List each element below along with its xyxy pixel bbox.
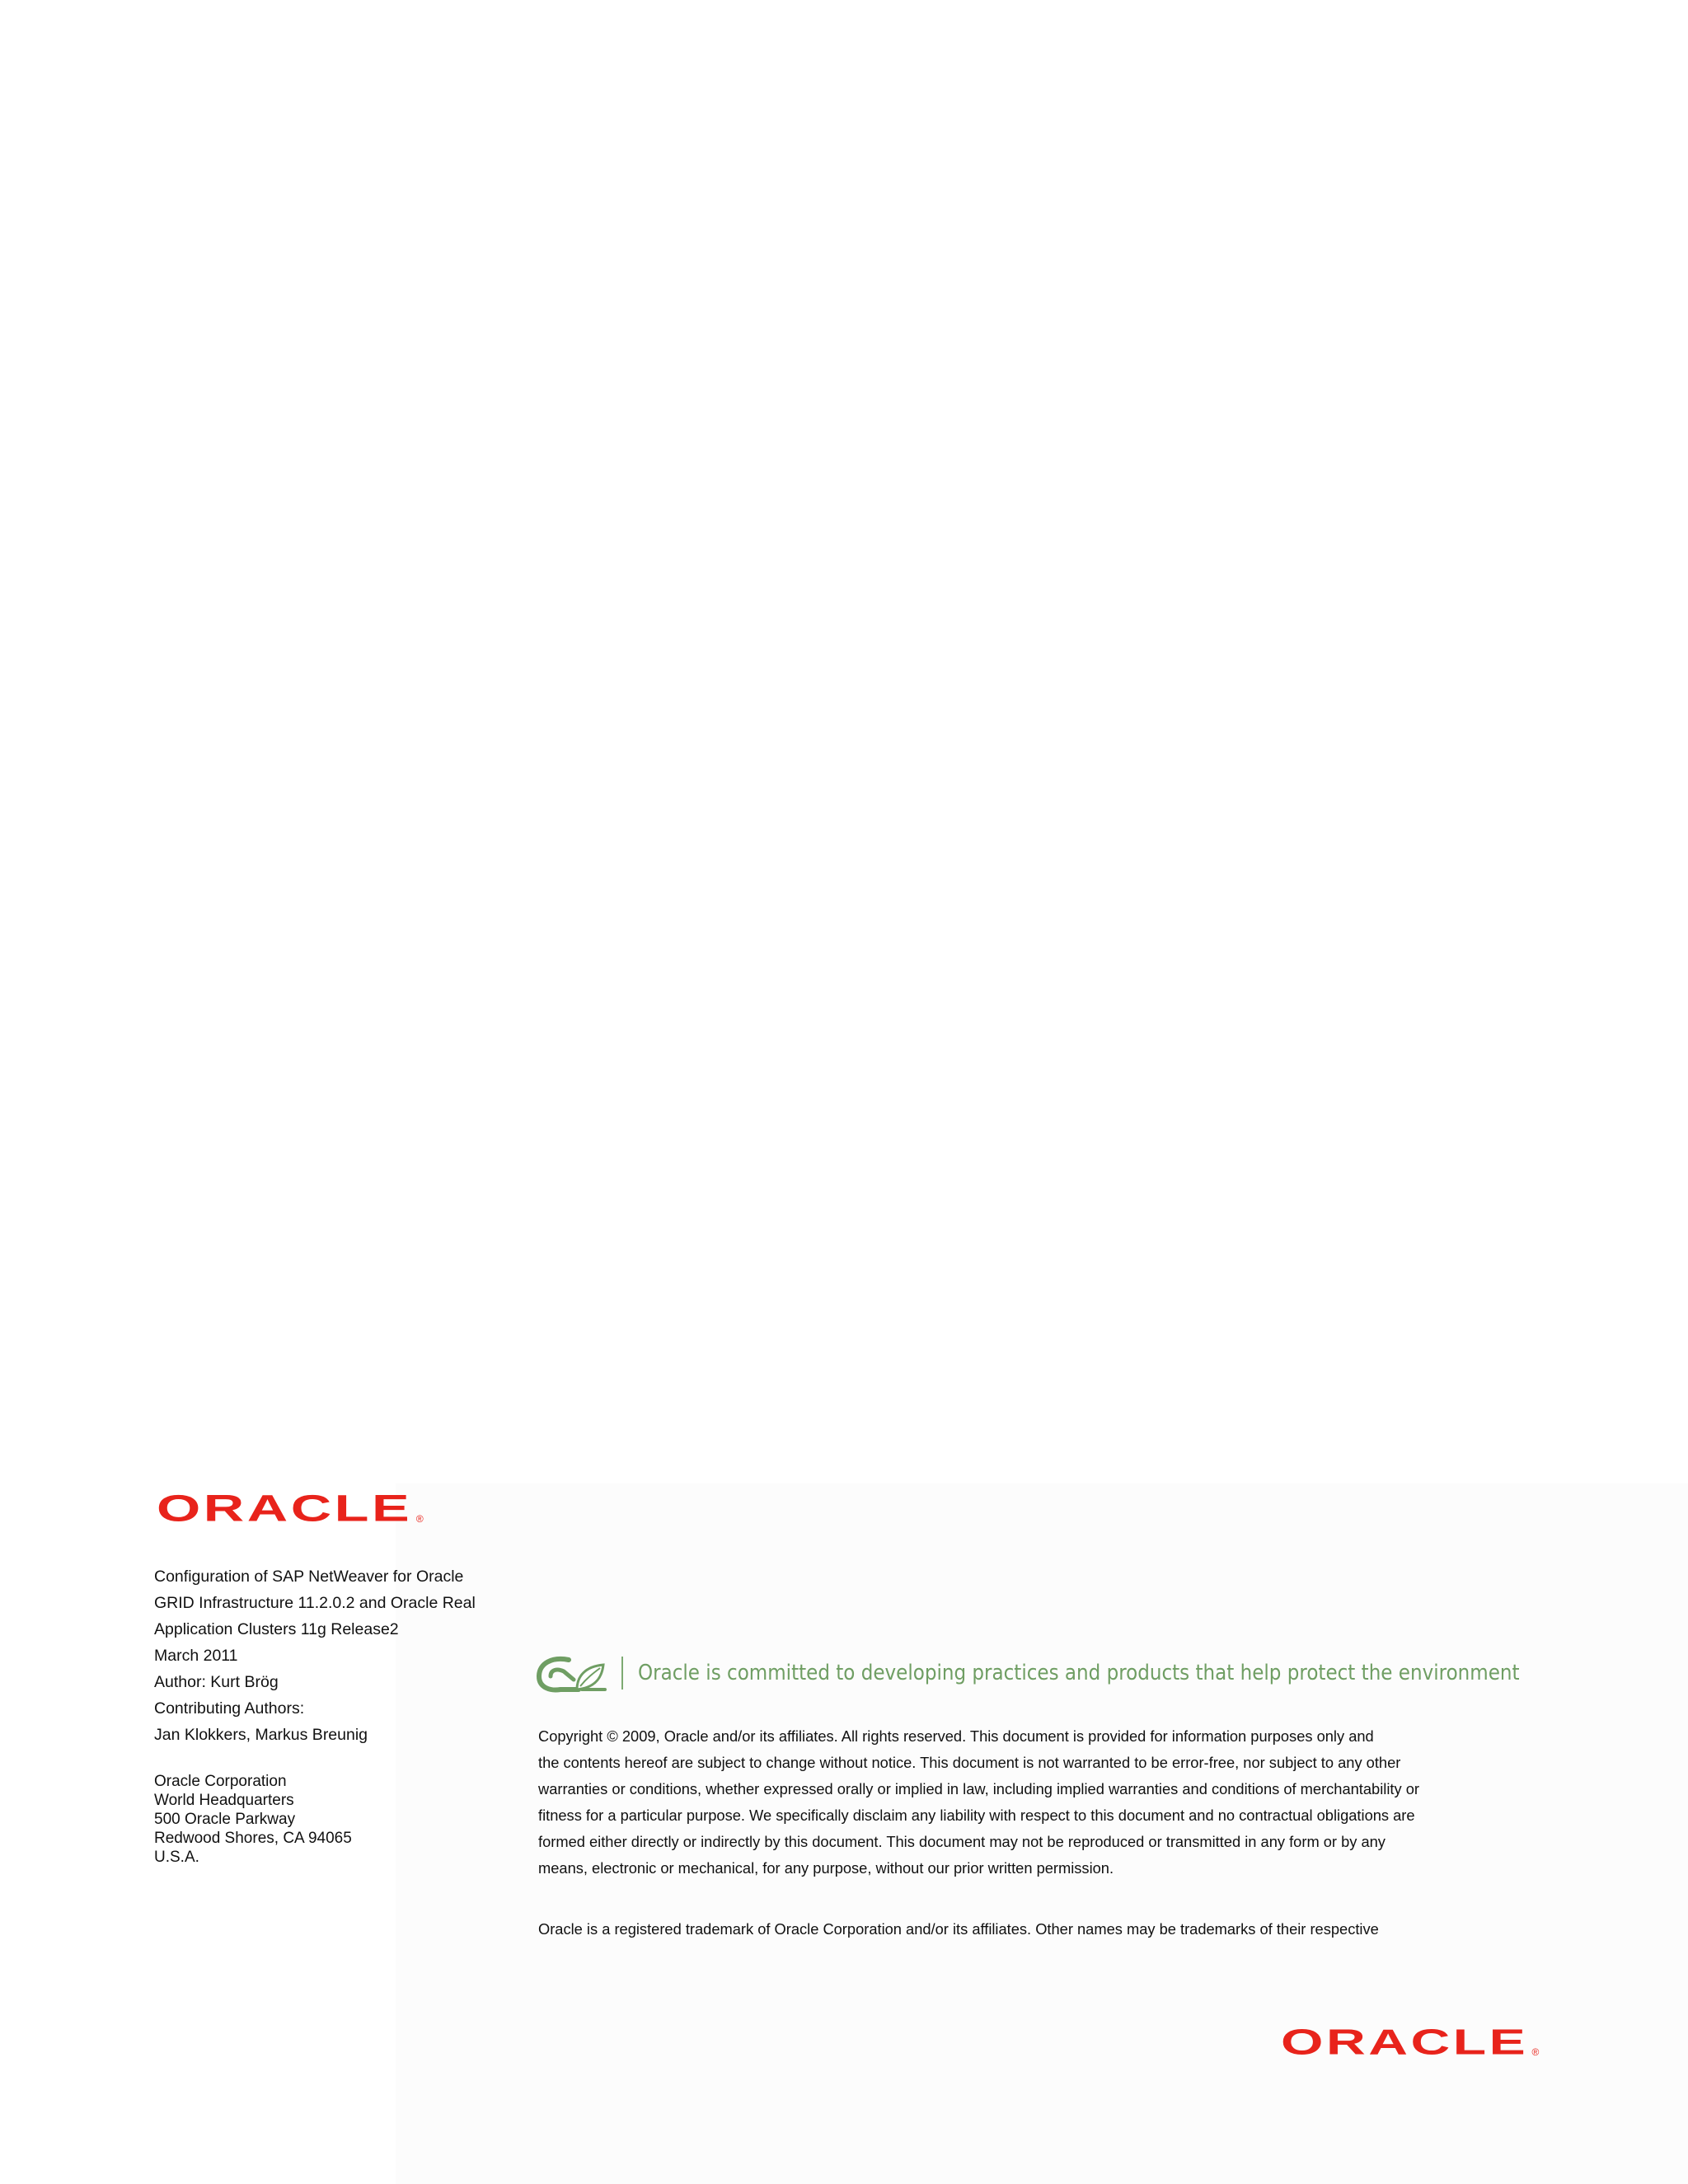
address-line: World Headquarters <box>154 1792 294 1809</box>
oracle-logo-text: ORACLE <box>1281 2021 1529 2063</box>
address-line: Redwood Shores, CA 94065 <box>154 1830 352 1847</box>
copyright-line: formed either directly or indirectly by this document. This document may not be reproduced or transmitted in any form or by any <box>538 1833 1386 1850</box>
copyright-notice <box>538 1723 1552 1882</box>
oracle-logo-top <box>157 1487 426 1543</box>
copyright-line: warranties or conditions, whether expressed orally or implied in law, including implied warranties and conditions of merchantability or <box>538 1780 1419 1797</box>
document-author: Author: Kurt Brög <box>154 1673 279 1691</box>
address-line: 500 Oracle Parkway <box>154 1811 296 1828</box>
document-title-line: Application Clusters 11g Release2 <box>154 1620 399 1638</box>
banner-divider <box>621 1657 623 1690</box>
registered-mark: ® <box>1531 2046 1542 2058</box>
copyright-line: Copyright © 2009, Oracle and/or its affiliates. All rights reserved. This document is provided for information purposes only and <box>538 1727 1374 1745</box>
copyright-line: fitness for a particular purpose. We specifically disclaim any liability with respect to this document and no contractual obligations are <box>538 1807 1415 1824</box>
environment-banner <box>536 1653 1520 1694</box>
trademark-notice: Oracle is a registered trademark of Oracle Corporation and/or its affiliates. Other names may be trademarks of their respective <box>538 1920 1379 1938</box>
contributing-authors-label: Contributing Authors: <box>154 1699 305 1718</box>
document-date: March 2011 <box>154 1647 238 1665</box>
address-line: Oracle Corporation <box>154 1773 287 1790</box>
oracle-logo-text: ORACLE <box>157 1487 413 1530</box>
oracle-logo-bottom <box>1281 2021 1542 2075</box>
address-line: U.S.A. <box>154 1849 199 1866</box>
copyright-line: means, electronic or mechanical, for any purpose, without our prior written permission. <box>538 1859 1114 1877</box>
document-title-line: GRID Infrastructure 11.2.0.2 and Oracle Real <box>154 1594 476 1612</box>
document-info <box>154 1563 517 1748</box>
registered-mark: ® <box>415 1513 426 1525</box>
contributing-authors: Jan Klokkers, Markus Breunig <box>154 1726 368 1744</box>
leaf-recycle-icon <box>536 1653 607 1694</box>
document-title-line: Configuration of SAP NetWeaver for Oracle <box>154 1568 464 1586</box>
copyright-line: the contents hereof are subject to change without notice. This document is not warranted to be error-free, nor subject to any other <box>538 1754 1401 1771</box>
corporate-address <box>154 1772 352 1867</box>
environment-tagline: Oracle is committed to developing practices and products that help protect the environment <box>638 1660 1520 1685</box>
